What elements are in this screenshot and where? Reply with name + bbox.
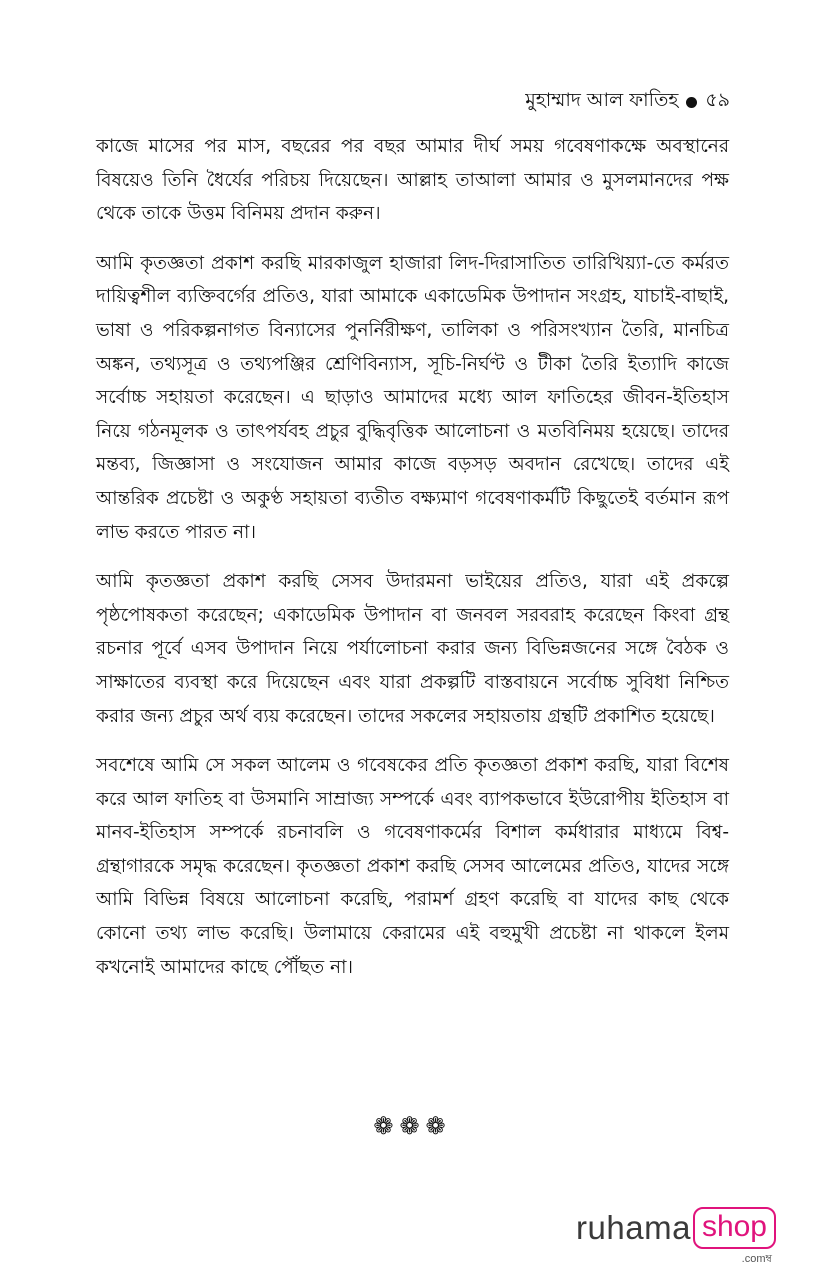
watermark-logo (576, 1207, 776, 1269)
running-header (525, 86, 730, 118)
paragraph: আমি কৃতজ্ঞতা প্রকাশ করছি মারকাজুল হাজারা লিদ-দিরাসাতিত তারিখিয়্যা-তে কর্মরত দায়িত্বশীল ব্যক্তিবর্গের প্রতিও, যারা আমাকে একাডেমিক উপাদান সংগ্রহ, যাচাই-বাছাই, ভাষা ও পরিকল্পনাগত বিন্যাসের পুনর্নিরীক্ষণ, তালিকা ও পরিসংখ্যান তৈরি, মানচিত্র অঙ্কন, তথ্যসূত্র ও তথ্যপঞ্জির শ্রেণিবিন্যাস, সূচি-নির্ঘণ্ট ও টীকা তৈরি ইত্যাদি কাজে সর্বোচ্চ সহায়তা করেছেন। এ ছাড়াও আমাদের মধ্যে আল ফাতিহের জীবন-ইতিহাস নিয়ে গঠনমূলক ও তাৎপর্যবহ প্রচুর বুদ্ধিবৃত্তিক আলোচনা ও মতবিনিময় হয়েছে। তাদের মন্তব্য, জিজ্ঞাসা ও সংযোজন আমার কাজে বড়সড় অবদান রেখেছে। তাদের এই আন্তরিক প্রচেষ্টা ও অকুণ্ঠ সহায়তা ব্যতীত বক্ষ্যমাণ গবেষণাকর্মটি কিছুতেই বর্তমান রূপ লাভ করতে পারত না। (96, 252, 729, 543)
body-text (96, 130, 729, 1000)
paragraph: সবশেষে আমি সে সকল আলেম ও গবেষকের প্রতি কৃতজ্ঞতা প্রকাশ করছি, যারা বিশেষ করে আল ফাতিহ বা উসমানি সাম্রাজ্য সম্পর্কে এবং ব্যাপকভাবে ইউরোপীয় ইতিহাস বা মানব-ইতিহাস সম্পর্কে রচনাবলি ও গবেষণাকর্মের বিশাল কর্মধারার মাধ্যমে বিশ্ব-গ্রন্থাগারকে সমৃদ্ধ করেছেন। কৃতজ্ঞতা প্রকাশ করছি সেসব আলেমের প্রতিও, যাদের সঙ্গে আমি বিভিন্ন বিষয়ে আলোচনা করেছি, পরামর্শ গ্রহণ করেছি বা যাদের কাছ থেকে কোনো তথ্য লাভ করেছি। উলামায়ে কেরামের এই বহুমুখী প্রচেষ্টা না থাকলে ইলম কখনোই আমাদের কাছে পৌঁছত না। (96, 755, 729, 978)
logo-domain: .comম্ব (741, 1253, 772, 1265)
book-title: মুহাম্মাদ আল ফাতিহ (525, 89, 679, 111)
page-number: ৫৯ (705, 89, 730, 111)
paragraph: আমি কৃতজ্ঞতা প্রকাশ করছি সেসব উদারমনা ভাইয়ের প্রতিও, যারা এই প্রকল্পে পৃষ্ঠপোষকতা করেছেন; একাডেমিক উপাদান বা জনবল সরবরাহ করেছেন কিংবা গ্রন্থ রচনার পূর্বে এসব উপাদান নিয়ে পর্যালোচনা করার জন্য বিভিন্নজনের সঙ্গে বৈঠক ও সাক্ষাতের ব্যবস্থা করে দিয়েছেন এবং যারা প্রকল্পটি বাস্তবায়নে সর্বোচ্চ সুবিধা নিশ্চিত করার জন্য প্রচুর অর্থ ব্যয় করেছেন। তাদের সকলের সহায়তায় গ্রন্থটি প্রকাশিত হয়েছে। (96, 571, 729, 727)
logo-text-shop: shop (693, 1207, 776, 1249)
logo-text-ruhama: ruhama (576, 1209, 691, 1246)
bullet-separator-icon (686, 97, 697, 108)
paragraph: কাজে মাসের পর মাস, বছরের পর বছর আমার দীর্ঘ সময় গবেষণাকক্ষে অবস্থানের বিষয়েও তিনি ধৈর্যের পরিচয় দিয়েছেন। আল্লাহ তাআলা আমার ও মুসলমানদের পক্ষ থেকে তাকে উত্তম বিনিময় প্রদান করুন। (96, 136, 729, 225)
section-end-ornament: ❁❁❁ (373, 1112, 452, 1140)
